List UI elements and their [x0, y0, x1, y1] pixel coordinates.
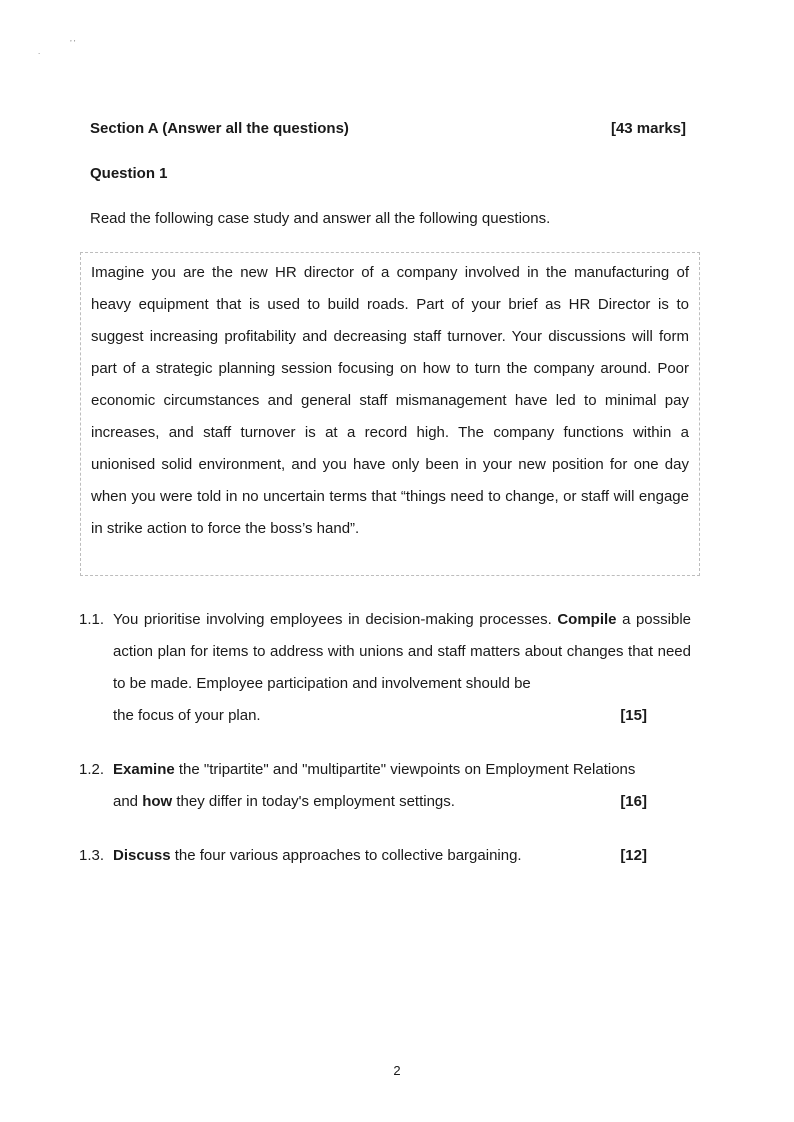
- question-text-part: the focus of your plan.: [113, 707, 261, 724]
- question-text-part: the four various approaches to collective bargaining.: [170, 847, 522, 864]
- question-marks: [16]: [620, 793, 647, 810]
- question-last-line: [113, 700, 691, 732]
- question-text-part: they differ in today's employment settings.: [172, 793, 455, 810]
- question-keyword: Compile: [557, 611, 617, 628]
- page-number: 2: [393, 1063, 401, 1078]
- case-study-box: [80, 252, 700, 576]
- section-header: [90, 120, 686, 137]
- question-item-1-3: [79, 840, 691, 872]
- case-study-text: Imagine you are the new HR director of a company involved in the manufacturing of heavy equipment that is used to build roads. Part of your brief as HR Director is to suggest increasing profitability and decreasing staff turnover. Your discussions will form part of a strategic planning session focusing on how to turn the company around. Poor economic circumstances and general staff mismanagement have led to minimal pay increases, and staff turnover is at a record high. The company functions within a unionised solid environment, and you have only been in your new position for one day when you were told in no uncertain terms that “things need to change, or staff will engage in strike action to force the boss’s hand”.: [91, 264, 689, 537]
- question-last-line: [113, 786, 691, 818]
- scan-speck: .: [38, 47, 41, 56]
- scan-speck: ’ ’: [70, 39, 76, 48]
- question-keyword: Discuss: [113, 847, 171, 864]
- question-marks: [12]: [620, 847, 647, 864]
- question-text-part: a possible action plan for items to address with unions and staff matters about changes that need to be made. Employee participation and involvement should be: [113, 611, 691, 692]
- question-text: [113, 604, 691, 732]
- question-marks: [15]: [620, 707, 647, 724]
- question-text: [113, 840, 691, 872]
- section-title: Section A (Answer all the questions): [90, 120, 349, 137]
- question-number: 1.3.: [79, 847, 105, 864]
- section-marks: [43 marks]: [610, 120, 686, 137]
- question-text: [113, 754, 691, 818]
- question-text-part: the "tripartite" and "multipartite" viewpoints on Employment Relations: [174, 761, 636, 778]
- question-title: Question 1: [90, 165, 168, 182]
- question-keyword: Examine: [113, 761, 175, 778]
- question-keyword: how: [142, 793, 173, 810]
- question-text-part: and: [113, 793, 143, 810]
- question-number: 1.1.: [79, 611, 105, 628]
- question-instruction: Read the following case study and answer all the following questions.: [90, 210, 551, 227]
- question-text-part: You prioritise involving employees in decision-making processes.: [113, 611, 558, 628]
- question-number: 1.2.: [79, 761, 105, 778]
- question-item-1-1: [79, 604, 691, 732]
- question-item-1-2: [79, 754, 691, 818]
- question-last-line: [113, 840, 691, 872]
- question-list: [79, 604, 691, 894]
